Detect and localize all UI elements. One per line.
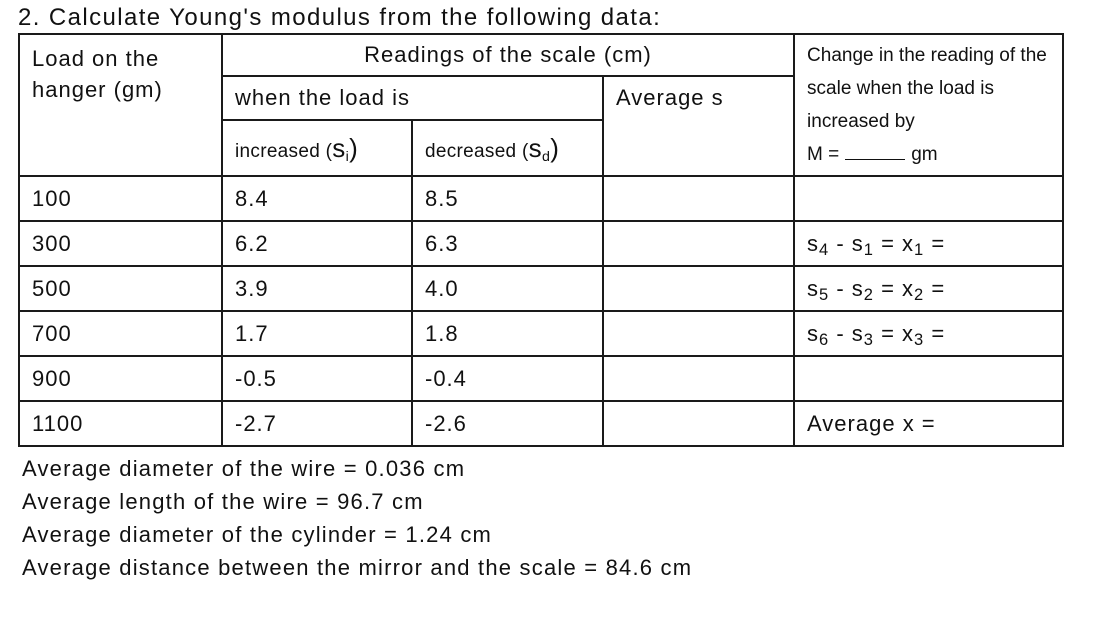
increased-cell: 3.9	[222, 266, 412, 311]
table-row	[19, 401, 1063, 446]
average-s-header: Average s	[603, 76, 794, 176]
increased-symbol: s	[332, 132, 346, 163]
readings-header: Readings of the scale (cm)	[222, 34, 794, 76]
decreased-header	[412, 120, 603, 176]
load-cell: 700	[19, 311, 222, 356]
change-cell: Average x =	[794, 401, 1063, 446]
decreased-cell: -0.4	[412, 356, 603, 401]
decreased-cell: 8.5	[412, 176, 603, 221]
table-row	[19, 176, 1063, 221]
decreased-cell: -2.6	[412, 401, 603, 446]
header-row-1	[19, 34, 1063, 76]
load-cell: 500	[19, 266, 222, 311]
average-cell	[603, 176, 794, 221]
load-cell: 900	[19, 356, 222, 401]
footer-line-cylinder-diameter: Average diameter of the cylinder = 1.24 cm	[22, 522, 493, 547]
increased-subscript: i	[345, 148, 350, 165]
increased-header	[222, 120, 412, 176]
average-cell	[603, 401, 794, 446]
mass-blank-line	[845, 145, 905, 160]
footer-data	[22, 452, 692, 584]
increased-label: increased (	[235, 140, 333, 162]
change-column-header	[794, 34, 1063, 176]
data-table	[18, 33, 1064, 447]
increased-cell: -0.5	[222, 356, 412, 401]
increased-close-paren: )	[349, 132, 359, 163]
average-cell	[603, 311, 794, 356]
increased-cell: -2.7	[222, 401, 412, 446]
decreased-cell: 6.3	[412, 221, 603, 266]
data-rows	[19, 176, 1063, 446]
question-title: 2. Calculate Young's modulus from the following data:	[18, 4, 662, 31]
table-row	[19, 266, 1063, 311]
change-cell: $s_5 - s_2 = x_2$ =	[794, 266, 1063, 311]
average-cell	[603, 356, 794, 401]
load-header-label: Load on the hanger (gm)	[32, 46, 163, 102]
decreased-close-paren: )	[550, 132, 560, 163]
footer-line-wire-length: Average length of the wire = 96.7 cm	[22, 489, 424, 514]
footer-line-wire-diameter: Average diameter of the wire = 0.036 cm	[22, 456, 466, 481]
load-cell: 300	[19, 221, 222, 266]
average-cell	[603, 221, 794, 266]
average-cell	[603, 266, 794, 311]
increased-cell: 1.7	[222, 311, 412, 356]
change-cell: $s_4 - s_1 = x_1$ =	[794, 221, 1063, 266]
load-cell: 1100	[19, 401, 222, 446]
change-header-gm-label: gm	[911, 144, 938, 165]
when-load-header: when the load is	[222, 76, 603, 120]
increased-cell: 6.2	[222, 221, 412, 266]
table-row	[19, 221, 1063, 266]
decreased-cell: 1.8	[412, 311, 603, 356]
change-header-m-label: M =	[807, 144, 840, 165]
decreased-cell: 4.0	[412, 266, 603, 311]
decreased-symbol: s	[528, 132, 542, 163]
change-cell: $s_6 - s_3 = x_3$ =	[794, 311, 1063, 356]
footer-line-mirror-distance: Average distance between the mirror and the scale = 84.6 cm	[22, 555, 693, 580]
load-column-header	[19, 34, 222, 176]
change-cell	[794, 356, 1063, 401]
change-cell	[794, 176, 1063, 221]
decreased-label: decreased (	[425, 140, 529, 162]
table-row	[19, 356, 1063, 401]
change-header-text: Change in the reading of the scale when the load is increased by	[807, 45, 1047, 132]
load-cell: 100	[19, 176, 222, 221]
increased-cell: 8.4	[222, 176, 412, 221]
table-row	[19, 311, 1063, 356]
decreased-subscript: d	[541, 148, 551, 165]
